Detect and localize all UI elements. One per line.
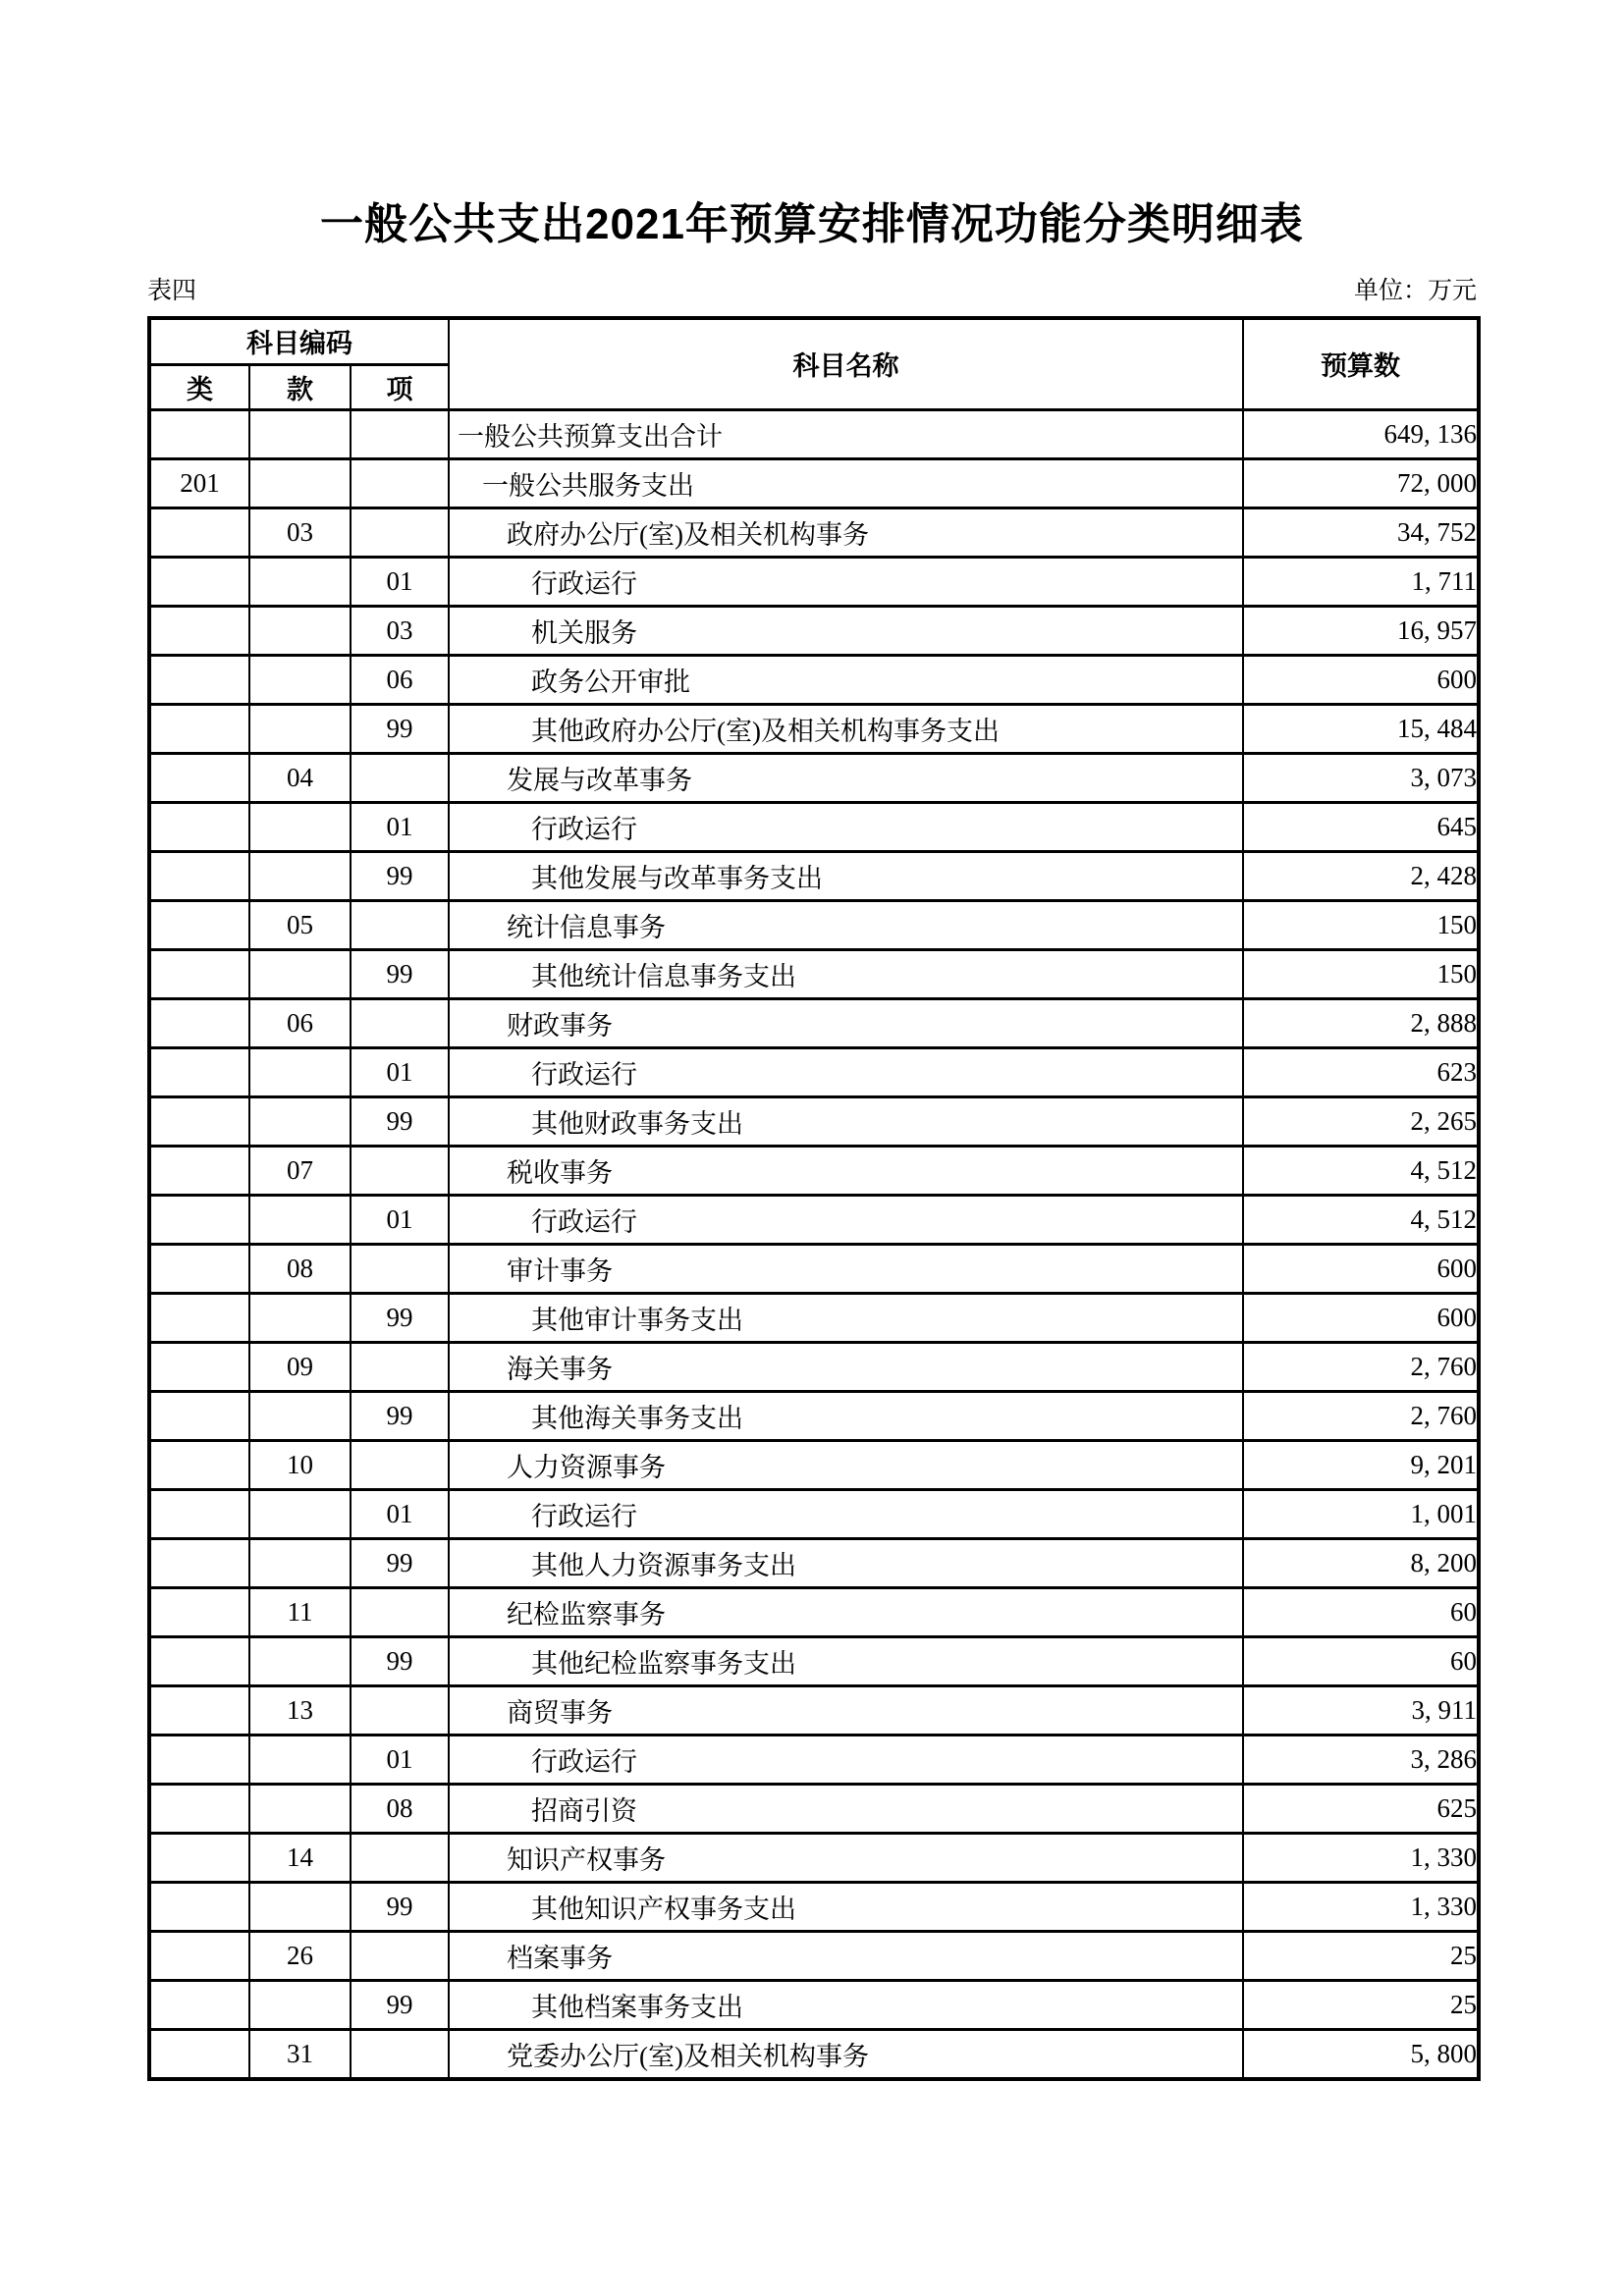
subject-name-cell: 其他审计事务支出: [449, 1293, 1243, 1342]
code-lei-cell: [149, 1735, 249, 1784]
table-row: [149, 802, 1479, 851]
table-row: [149, 1587, 1479, 1636]
code-kuan-cell: [249, 409, 351, 458]
code-lei-cell: 201: [149, 458, 249, 507]
subject-name-cell: 知识产权事务: [449, 1833, 1243, 1882]
budget-table-container: [147, 316, 1477, 2081]
subject-name-cell: 档案事务: [449, 1931, 1243, 1980]
budget-value-cell: 1, 001: [1243, 1489, 1479, 1538]
budget-value-cell: 1, 711: [1243, 557, 1479, 606]
code-xiang-cell: [351, 1685, 449, 1735]
header-code-group: 科目编码: [149, 318, 449, 364]
code-kuan-cell: [249, 1293, 351, 1342]
header-code-xiang: 项: [351, 364, 449, 409]
subject-name-cell: 纪检监察事务: [449, 1587, 1243, 1636]
budget-value-cell: 2, 888: [1243, 998, 1479, 1047]
subject-name-cell: 政务公开审批: [449, 655, 1243, 704]
code-lei-cell: [149, 1342, 249, 1391]
subject-name-cell: 海关事务: [449, 1342, 1243, 1391]
budget-value-cell: 15, 484: [1243, 704, 1479, 753]
code-xiang-cell: 01: [351, 557, 449, 606]
code-kuan-cell: 31: [249, 2029, 351, 2079]
table-row: [149, 557, 1479, 606]
budget-value-cell: 34, 752: [1243, 507, 1479, 557]
subject-name-cell: 行政运行: [449, 1735, 1243, 1784]
table-row: [149, 606, 1479, 655]
table-row: [149, 1636, 1479, 1685]
code-kuan-cell: 08: [249, 1244, 351, 1293]
budget-value-cell: 72, 000: [1243, 458, 1479, 507]
code-lei-cell: [149, 1293, 249, 1342]
code-kuan-cell: [249, 1882, 351, 1931]
table-row: [149, 1833, 1479, 1882]
budget-value-cell: 645: [1243, 802, 1479, 851]
code-lei-cell: [149, 704, 249, 753]
budget-value-cell: 4, 512: [1243, 1146, 1479, 1195]
code-kuan-cell: 03: [249, 507, 351, 557]
budget-value-cell: 5, 800: [1243, 2029, 1479, 2079]
subject-name-cell: 其他纪检监察事务支出: [449, 1636, 1243, 1685]
subject-name-cell: 其他发展与改革事务支出: [449, 851, 1243, 900]
subject-name-cell: 税收事务: [449, 1146, 1243, 1195]
code-kuan-cell: [249, 704, 351, 753]
subject-name-cell: 行政运行: [449, 1195, 1243, 1244]
code-xiang-cell: [351, 458, 449, 507]
subject-name-cell: 商贸事务: [449, 1685, 1243, 1735]
subject-name-cell: 行政运行: [449, 1047, 1243, 1096]
code-xiang-cell: [351, 409, 449, 458]
code-lei-cell: [149, 1980, 249, 2029]
table-row: [149, 507, 1479, 557]
budget-table: [147, 316, 1481, 2081]
subject-name-cell: 行政运行: [449, 557, 1243, 606]
table-meta-line: [147, 271, 1477, 306]
subject-name-cell: 党委办公厅(室)及相关机构事务: [449, 2029, 1243, 2079]
code-kuan-cell: [249, 458, 351, 507]
header-code-kuan: 款: [249, 364, 351, 409]
table-row: [149, 998, 1479, 1047]
code-xiang-cell: [351, 998, 449, 1047]
code-kuan-cell: [249, 1489, 351, 1538]
code-xiang-cell: 06: [351, 655, 449, 704]
code-lei-cell: [149, 655, 249, 704]
page-title: 一般公共支出2021年预算安排情况功能分类明细表: [320, 200, 1304, 248]
table-row: [149, 1784, 1479, 1833]
table-row: [149, 409, 1479, 458]
budget-value-cell: 2, 428: [1243, 851, 1479, 900]
table-row: [149, 704, 1479, 753]
code-xiang-cell: [351, 2029, 449, 2079]
code-xiang-cell: 08: [351, 1784, 449, 1833]
code-kuan-cell: [249, 851, 351, 900]
code-kuan-cell: 14: [249, 1833, 351, 1882]
code-kuan-cell: 26: [249, 1931, 351, 1980]
code-lei-cell: [149, 1636, 249, 1685]
code-xiang-cell: 99: [351, 1636, 449, 1685]
code-lei-cell: [149, 1587, 249, 1636]
code-xiang-cell: 99: [351, 1538, 449, 1587]
table-row: [149, 1096, 1479, 1146]
subject-name-cell: 一般公共服务支出: [449, 458, 1243, 507]
code-xiang-cell: [351, 1244, 449, 1293]
code-kuan-cell: [249, 1538, 351, 1587]
table-row: [149, 1244, 1479, 1293]
table-row: [149, 1146, 1479, 1195]
code-kuan-cell: [249, 1391, 351, 1440]
subject-name-cell: 其他财政事务支出: [449, 1096, 1243, 1146]
code-xiang-cell: [351, 1342, 449, 1391]
code-xiang-cell: 01: [351, 802, 449, 851]
table-row: [149, 1195, 1479, 1244]
header-row-1: [149, 318, 1479, 364]
code-lei-cell: [149, 507, 249, 557]
code-kuan-cell: 09: [249, 1342, 351, 1391]
code-lei-cell: [149, 1146, 249, 1195]
table-row: [149, 949, 1479, 998]
budget-value-cell: 16, 957: [1243, 606, 1479, 655]
code-lei-cell: [149, 409, 249, 458]
code-lei-cell: [149, 1195, 249, 1244]
code-kuan-cell: 10: [249, 1440, 351, 1489]
header-code-lei: 类: [149, 364, 249, 409]
table-row: [149, 1685, 1479, 1735]
code-xiang-cell: [351, 1440, 449, 1489]
code-xiang-cell: 99: [351, 949, 449, 998]
code-kuan-cell: 05: [249, 900, 351, 949]
unit-label: 单位：万元: [1353, 278, 1477, 304]
code-kuan-cell: [249, 557, 351, 606]
code-kuan-cell: [249, 802, 351, 851]
code-lei-cell: [149, 998, 249, 1047]
code-xiang-cell: 01: [351, 1735, 449, 1784]
code-xiang-cell: 01: [351, 1489, 449, 1538]
budget-value-cell: 3, 911: [1243, 1685, 1479, 1735]
code-xiang-cell: 99: [351, 1293, 449, 1342]
code-xiang-cell: 99: [351, 1096, 449, 1146]
code-kuan-cell: 04: [249, 753, 351, 802]
subject-name-cell: 招商引资: [449, 1784, 1243, 1833]
budget-value-cell: 1, 330: [1243, 1833, 1479, 1882]
subject-name-cell: 其他人力资源事务支出: [449, 1538, 1243, 1587]
code-lei-cell: [149, 900, 249, 949]
header-budget: 预算数: [1243, 318, 1479, 409]
table-row: [149, 1735, 1479, 1784]
table-row: [149, 900, 1479, 949]
code-kuan-cell: [249, 1195, 351, 1244]
code-kuan-cell: 13: [249, 1685, 351, 1735]
code-xiang-cell: [351, 900, 449, 949]
table-row: [149, 1538, 1479, 1587]
code-lei-cell: [149, 1931, 249, 1980]
code-lei-cell: [149, 1244, 249, 1293]
code-lei-cell: [149, 802, 249, 851]
budget-value-cell: 9, 201: [1243, 1440, 1479, 1489]
subject-name-cell: 其他海关事务支出: [449, 1391, 1243, 1440]
subject-name-cell: 其他政府办公厅(室)及相关机构事务支出: [449, 704, 1243, 753]
code-xiang-cell: [351, 1146, 449, 1195]
budget-value-cell: 25: [1243, 1931, 1479, 1980]
subject-name-cell: 机关服务: [449, 606, 1243, 655]
code-lei-cell: [149, 949, 249, 998]
budget-value-cell: 600: [1243, 1293, 1479, 1342]
code-kuan-cell: [249, 606, 351, 655]
table-row: [149, 458, 1479, 507]
code-lei-cell: [149, 1784, 249, 1833]
code-xiang-cell: 99: [351, 1882, 449, 1931]
code-xiang-cell: [351, 507, 449, 557]
code-xiang-cell: 99: [351, 851, 449, 900]
code-xiang-cell: [351, 753, 449, 802]
budget-value-cell: 600: [1243, 655, 1479, 704]
code-kuan-cell: [249, 1636, 351, 1685]
header-subject-name: 科目名称: [449, 318, 1243, 409]
code-lei-cell: [149, 606, 249, 655]
subject-name-cell: 一般公共预算支出合计: [449, 409, 1243, 458]
budget-value-cell: 649, 136: [1243, 409, 1479, 458]
code-xiang-cell: 99: [351, 1980, 449, 2029]
code-lei-cell: [149, 1391, 249, 1440]
table-row: [149, 1047, 1479, 1096]
subject-name-cell: 其他档案事务支出: [449, 1980, 1243, 2029]
code-xiang-cell: 03: [351, 606, 449, 655]
code-kuan-cell: [249, 1980, 351, 2029]
code-lei-cell: [149, 753, 249, 802]
code-lei-cell: [149, 1440, 249, 1489]
code-lei-cell: [149, 1047, 249, 1096]
code-xiang-cell: 01: [351, 1195, 449, 1244]
table-row: [149, 1931, 1479, 1980]
subject-name-cell: 财政事务: [449, 998, 1243, 1047]
code-kuan-cell: 11: [249, 1587, 351, 1636]
code-lei-cell: [149, 1833, 249, 1882]
subject-name-cell: 统计信息事务: [449, 900, 1243, 949]
code-kuan-cell: [249, 1096, 351, 1146]
code-xiang-cell: 01: [351, 1047, 449, 1096]
code-xiang-cell: [351, 1931, 449, 1980]
code-kuan-cell: [249, 1784, 351, 1833]
subject-name-cell: 行政运行: [449, 802, 1243, 851]
code-kuan-cell: 07: [249, 1146, 351, 1195]
table-row: [149, 1489, 1479, 1538]
budget-value-cell: 2, 760: [1243, 1342, 1479, 1391]
code-xiang-cell: [351, 1587, 449, 1636]
budget-value-cell: 3, 286: [1243, 1735, 1479, 1784]
table-row: [149, 1293, 1479, 1342]
code-kuan-cell: [249, 655, 351, 704]
code-lei-cell: [149, 851, 249, 900]
budget-value-cell: 623: [1243, 1047, 1479, 1096]
table-row: [149, 1980, 1479, 2029]
table-row: [149, 753, 1479, 802]
table-row: [149, 1440, 1479, 1489]
code-lei-cell: [149, 1538, 249, 1587]
table-row: [149, 2029, 1479, 2079]
budget-value-cell: 3, 073: [1243, 753, 1479, 802]
budget-value-cell: 1, 330: [1243, 1882, 1479, 1931]
budget-value-cell: 8, 200: [1243, 1538, 1479, 1587]
code-xiang-cell: 99: [351, 704, 449, 753]
code-kuan-cell: [249, 949, 351, 998]
budget-value-cell: 150: [1243, 949, 1479, 998]
table-body: [149, 409, 1479, 2079]
code-lei-cell: [149, 557, 249, 606]
subject-name-cell: 人力资源事务: [449, 1440, 1243, 1489]
code-xiang-cell: 99: [351, 1391, 449, 1440]
budget-value-cell: 625: [1243, 1784, 1479, 1833]
code-kuan-cell: 06: [249, 998, 351, 1047]
budget-value-cell: 25: [1243, 1980, 1479, 2029]
table-row: [149, 1342, 1479, 1391]
table-row: [149, 851, 1479, 900]
subject-name-cell: 审计事务: [449, 1244, 1243, 1293]
code-lei-cell: [149, 1685, 249, 1735]
table-row: [149, 655, 1479, 704]
code-kuan-cell: [249, 1735, 351, 1784]
subject-name-cell: 政府办公厅(室)及相关机构事务: [449, 507, 1243, 557]
subject-name-cell: 其他知识产权事务支出: [449, 1882, 1243, 1931]
budget-value-cell: 2, 760: [1243, 1391, 1479, 1440]
subject-name-cell: 其他统计信息事务支出: [449, 949, 1243, 998]
budget-value-cell: 60: [1243, 1587, 1479, 1636]
budget-value-cell: 2, 265: [1243, 1096, 1479, 1146]
subject-name-cell: 行政运行: [449, 1489, 1243, 1538]
budget-value-cell: 150: [1243, 900, 1479, 949]
code-lei-cell: [149, 2029, 249, 2079]
budget-value-cell: 4, 512: [1243, 1195, 1479, 1244]
budget-value-cell: 60: [1243, 1636, 1479, 1685]
code-xiang-cell: [351, 1833, 449, 1882]
code-kuan-cell: [249, 1047, 351, 1096]
code-lei-cell: [149, 1489, 249, 1538]
subject-name-cell: 发展与改革事务: [449, 753, 1243, 802]
table-row: [149, 1391, 1479, 1440]
table-row: [149, 1882, 1479, 1931]
code-lei-cell: [149, 1882, 249, 1931]
budget-value-cell: 600: [1243, 1244, 1479, 1293]
table-number-label: 表四: [147, 278, 197, 304]
code-lei-cell: [149, 1096, 249, 1146]
